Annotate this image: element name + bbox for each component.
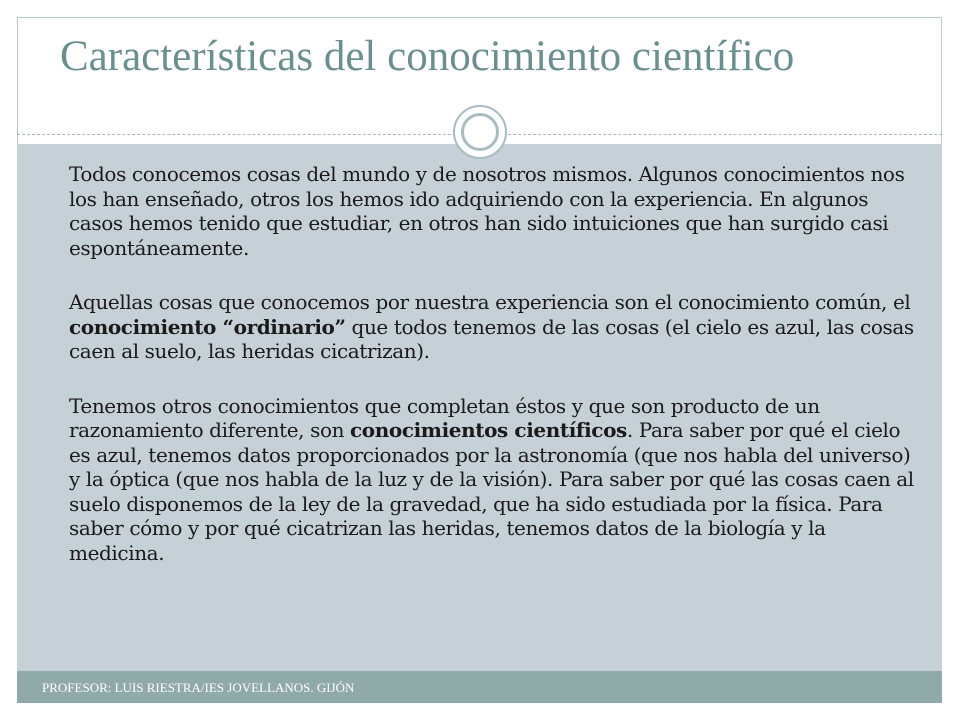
- paragraph-1: [69, 162, 917, 260]
- slide-title: Características del conocimiento científico: [60, 33, 795, 80]
- paragraph-2-text-a: Aquellas cosas que conocemos por nuestra experiencia son el conocimiento común, el: [69, 290, 911, 314]
- paragraph-3-text-a: Tenemos otros conocimientos que completan éstos y que son producto de un razonamiento diferente, son: [69, 393, 820, 442]
- circle-ornament-inner-icon: [461, 113, 499, 151]
- paragraph-1-text: Todos conocemos cosas del mundo y de nosotros mismos. Algunos conocimientos nos los han enseñado, otros los hemos ido adquiriendo con la experiencia. En algunos casos hemos tenido que estudiar, en otros han sido intuiciones que han surgido casi espontáneamente.: [69, 162, 905, 260]
- footer-text: PROFESOR: LUIS RIESTRA/IES JOVELLANOS. GIJÓN: [42, 680, 355, 695]
- paragraph-3-text-b: . Para saber por qué el cielo es azul, tenemos datos proporcionados por la astronomía (que nos habla del universo) y la óptica (que nos habla de la luz y de la visión). Para saber por qué las cosas caen al suelo disponemos de la ley de la gravedad, que ha sido estudiada por la física. Para saber cómo y por qué cicatrizan las heridas, tenemos datos de la biología y la medicina.: [69, 418, 914, 565]
- paragraph-2-text-b: que todos tenemos de las cosas (el cielo es azul, las cosas caen al suelo, las heridas cicatrizan).: [69, 314, 914, 363]
- paragraph-2-emphasis: conocimiento “ordinario”: [69, 314, 346, 339]
- paragraph-3: [69, 394, 917, 566]
- slide-content: [69, 162, 917, 595]
- paragraph-3-emphasis: conocimientos científicos: [350, 418, 627, 442]
- paragraph-2: [69, 290, 917, 364]
